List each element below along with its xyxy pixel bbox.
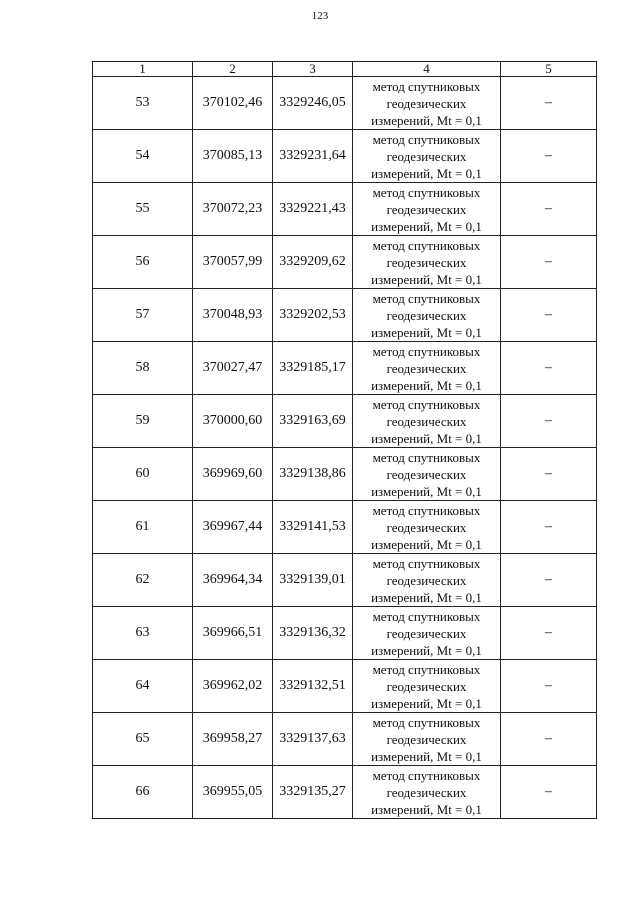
point-number-cell: 53 bbox=[93, 77, 193, 130]
method-text-line: геодезических bbox=[386, 731, 467, 747]
point-number-cell: 55 bbox=[93, 183, 193, 236]
method-text-line: измерений, Mt = 0,1 bbox=[371, 430, 482, 446]
y-coordinate-cell: 3329209,62 bbox=[273, 236, 353, 289]
x-coordinate-cell: 370057,99 bbox=[193, 236, 273, 289]
x-coordinate-cell: 369964,34 bbox=[193, 554, 273, 607]
x-coordinate-cell: 369966,51 bbox=[193, 607, 273, 660]
coordinates-table bbox=[92, 61, 597, 819]
point-number-cell: 59 bbox=[93, 395, 193, 448]
method-text-line: метод спутниковых bbox=[372, 290, 481, 306]
method-cell bbox=[353, 607, 501, 660]
table-row bbox=[93, 77, 597, 130]
y-coordinate-cell: 3329185,17 bbox=[273, 342, 353, 395]
table-row bbox=[93, 607, 597, 660]
table-row bbox=[93, 395, 597, 448]
table-row bbox=[93, 342, 597, 395]
method-text-line: метод спутниковых bbox=[372, 184, 481, 200]
point-number-cell: 65 bbox=[93, 713, 193, 766]
x-coordinate-cell: 369969,60 bbox=[193, 448, 273, 501]
column-header-3: 3 bbox=[273, 62, 353, 77]
method-text-line: геодезических bbox=[386, 360, 467, 376]
method-cell bbox=[353, 236, 501, 289]
method-text-line: геодезических bbox=[386, 201, 467, 217]
y-coordinate-cell: 3329163,69 bbox=[273, 395, 353, 448]
y-coordinate-cell: 3329138,86 bbox=[273, 448, 353, 501]
table-row bbox=[93, 660, 597, 713]
method-text-line: метод спутниковых bbox=[372, 237, 481, 253]
method-text-line: измерений, Mt = 0,1 bbox=[371, 483, 482, 499]
column5-cell: – bbox=[501, 607, 597, 660]
y-coordinate-cell: 3329137,63 bbox=[273, 713, 353, 766]
point-number-cell: 64 bbox=[93, 660, 193, 713]
y-coordinate-cell: 3329231,64 bbox=[273, 130, 353, 183]
point-number-cell: 66 bbox=[93, 766, 193, 819]
point-number-cell: 58 bbox=[93, 342, 193, 395]
method-text-line: измерений, Mt = 0,1 bbox=[371, 324, 482, 340]
method-text-line: метод спутниковых bbox=[372, 78, 481, 94]
table-body bbox=[93, 77, 597, 819]
table-row bbox=[93, 713, 597, 766]
method-text-line: метод спутниковых bbox=[372, 714, 481, 730]
table-row bbox=[93, 236, 597, 289]
table-row bbox=[93, 554, 597, 607]
point-number-cell: 60 bbox=[93, 448, 193, 501]
column5-cell: – bbox=[501, 130, 597, 183]
method-text-line: измерений, Mt = 0,1 bbox=[371, 695, 482, 711]
column5-cell: – bbox=[501, 289, 597, 342]
x-coordinate-cell: 369955,05 bbox=[193, 766, 273, 819]
x-coordinate-cell: 369958,27 bbox=[193, 713, 273, 766]
method-text-line: измерений, Mt = 0,1 bbox=[371, 536, 482, 552]
method-cell bbox=[353, 395, 501, 448]
y-coordinate-cell: 3329135,27 bbox=[273, 766, 353, 819]
method-cell bbox=[353, 554, 501, 607]
method-cell bbox=[353, 289, 501, 342]
method-text-line: измерений, Mt = 0,1 bbox=[371, 642, 482, 658]
method-cell bbox=[353, 448, 501, 501]
method-cell bbox=[353, 342, 501, 395]
point-number-cell: 63 bbox=[93, 607, 193, 660]
y-coordinate-cell: 3329202,53 bbox=[273, 289, 353, 342]
column5-cell: – bbox=[501, 554, 597, 607]
method-text-line: геодезических bbox=[386, 254, 467, 270]
column5-cell: – bbox=[501, 395, 597, 448]
table-row bbox=[93, 130, 597, 183]
method-text-line: измерений, Mt = 0,1 bbox=[371, 748, 482, 764]
method-text-line: геодезических bbox=[386, 678, 467, 694]
point-number-cell: 56 bbox=[93, 236, 193, 289]
x-coordinate-cell: 370048,93 bbox=[193, 289, 273, 342]
method-text-line: измерений, Mt = 0,1 bbox=[371, 801, 482, 817]
method-cell bbox=[353, 501, 501, 554]
table-row bbox=[93, 448, 597, 501]
method-text-line: геодезических bbox=[386, 572, 467, 588]
page-number: 123 bbox=[311, 10, 329, 22]
method-text-line: метод спутниковых bbox=[372, 767, 481, 783]
method-text-line: геодезических bbox=[386, 519, 467, 535]
method-text-line: метод спутниковых bbox=[372, 396, 481, 412]
method-text-line: геодезических bbox=[386, 307, 467, 323]
point-number-cell: 61 bbox=[93, 501, 193, 554]
column5-cell: – bbox=[501, 342, 597, 395]
method-text-line: геодезических bbox=[386, 413, 467, 429]
point-number-cell: 62 bbox=[93, 554, 193, 607]
method-text-line: измерений, Mt = 0,1 bbox=[371, 271, 482, 287]
table-header-row bbox=[93, 62, 597, 77]
method-text-line: измерений, Mt = 0,1 bbox=[371, 589, 482, 605]
method-cell bbox=[353, 130, 501, 183]
column5-cell: – bbox=[501, 448, 597, 501]
column-header-2: 2 bbox=[193, 62, 273, 77]
method-cell bbox=[353, 766, 501, 819]
column5-cell: – bbox=[501, 77, 597, 130]
point-number-cell: 54 bbox=[93, 130, 193, 183]
column-header-1: 1 bbox=[93, 62, 193, 77]
y-coordinate-cell: 3329132,51 bbox=[273, 660, 353, 713]
column5-cell: – bbox=[501, 660, 597, 713]
x-coordinate-cell: 369967,44 bbox=[193, 501, 273, 554]
column-header-4: 4 bbox=[353, 62, 501, 77]
x-coordinate-cell: 370072,23 bbox=[193, 183, 273, 236]
x-coordinate-cell: 369962,02 bbox=[193, 660, 273, 713]
method-text-line: метод спутниковых bbox=[372, 555, 481, 571]
method-text-line: метод спутниковых bbox=[372, 661, 481, 677]
table-row bbox=[93, 289, 597, 342]
column5-cell: – bbox=[501, 183, 597, 236]
column-header-5: 5 bbox=[501, 62, 597, 77]
y-coordinate-cell: 3329246,05 bbox=[273, 77, 353, 130]
method-text-line: измерений, Mt = 0,1 bbox=[371, 112, 482, 128]
point-number-cell: 57 bbox=[93, 289, 193, 342]
table-row bbox=[93, 766, 597, 819]
y-coordinate-cell: 3329139,01 bbox=[273, 554, 353, 607]
method-text-line: геодезических bbox=[386, 95, 467, 111]
x-coordinate-cell: 370102,46 bbox=[193, 77, 273, 130]
method-text-line: метод спутниковых bbox=[372, 343, 481, 359]
method-text-line: метод спутниковых bbox=[372, 502, 481, 518]
x-coordinate-cell: 370027,47 bbox=[193, 342, 273, 395]
x-coordinate-cell: 370085,13 bbox=[193, 130, 273, 183]
method-text-line: геодезических bbox=[386, 466, 467, 482]
column5-cell: – bbox=[501, 236, 597, 289]
method-text-line: геодезических bbox=[386, 148, 467, 164]
method-text-line: геодезических bbox=[386, 625, 467, 641]
method-text-line: измерений, Mt = 0,1 bbox=[371, 377, 482, 393]
method-text-line: измерений, Mt = 0,1 bbox=[371, 165, 482, 181]
method-text-line: измерений, Mt = 0,1 bbox=[371, 218, 482, 234]
method-text-line: метод спутниковых bbox=[372, 449, 481, 465]
method-text-line: метод спутниковых bbox=[372, 608, 481, 624]
y-coordinate-cell: 3329221,43 bbox=[273, 183, 353, 236]
table-row bbox=[93, 183, 597, 236]
method-cell bbox=[353, 77, 501, 130]
x-coordinate-cell: 370000,60 bbox=[193, 395, 273, 448]
method-cell bbox=[353, 660, 501, 713]
method-text-line: метод спутниковых bbox=[372, 131, 481, 147]
column5-cell: – bbox=[501, 766, 597, 819]
method-cell bbox=[353, 183, 501, 236]
table-row bbox=[93, 501, 597, 554]
method-cell bbox=[353, 713, 501, 766]
column5-cell: – bbox=[501, 501, 597, 554]
method-text-line: геодезических bbox=[386, 784, 467, 800]
y-coordinate-cell: 3329141,53 bbox=[273, 501, 353, 554]
column5-cell: – bbox=[501, 713, 597, 766]
y-coordinate-cell: 3329136,32 bbox=[273, 607, 353, 660]
